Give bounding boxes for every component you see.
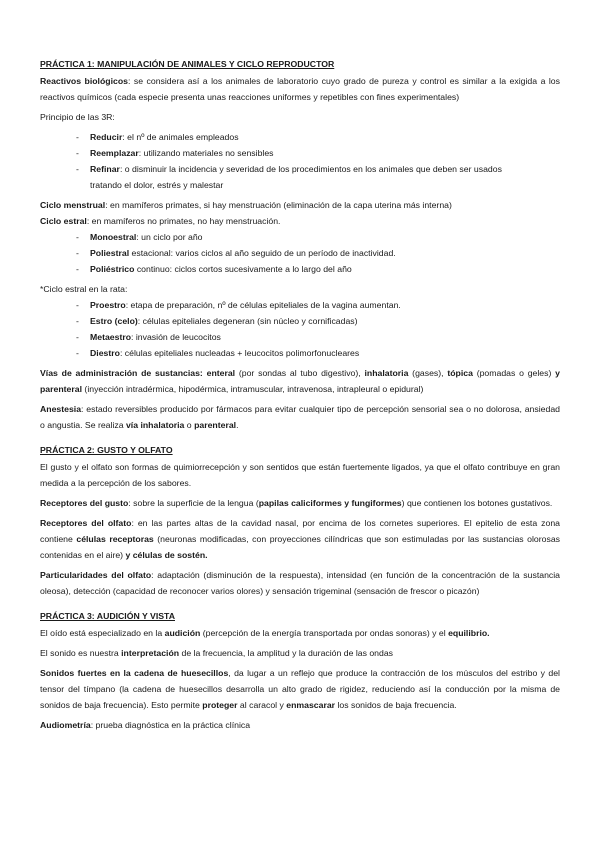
text-receptores-gusto-2: ) que contienen los botones gustativos. xyxy=(401,498,553,508)
term-topica: tópica xyxy=(447,368,473,378)
list-item-poliestrico xyxy=(76,261,560,277)
term-enmascarar: enmascarar xyxy=(286,700,336,710)
term-anestesia-parenteral: parenteral xyxy=(194,420,237,430)
text-estro: : células epiteliales degeneran (sin núcleo y cornificadas) xyxy=(137,316,358,326)
list-fases-rata xyxy=(40,297,560,361)
text-vias-4: (inyección intradérmica, hipodérmica, intramuscular, intravenosa, intrapleural o epidural) xyxy=(82,384,424,394)
text-oido-2: (percepción de la energía transportada por ondas sonoras) y el xyxy=(200,628,449,638)
text-refinar-cont: tratando el dolor, estrés y malestar xyxy=(90,180,224,190)
text-sonidos-fuertes-2: al caracol y xyxy=(237,700,287,710)
text-oido: El oído está especializado en la xyxy=(40,628,165,638)
term-ciclo-estral: Ciclo estral xyxy=(40,216,87,226)
term-inhalatoria: inhalatoria xyxy=(364,368,409,378)
text-receptores-olfato-2: (neuronas modificadas, con proyecciones cilíndricas que son estimuladas por las sustancias olorosas contenidas en el aire) xyxy=(40,534,560,560)
term-anestesia: Anestesia xyxy=(40,404,82,414)
text-receptores-olfato: : en las partes altas de la cavidad nasal, por encima de los cornetes superiores. El epitelio de esta zona contiene xyxy=(40,518,560,544)
term-reactivos: Reactivos biológicos xyxy=(40,76,128,86)
term-celulas-receptoras: células receptoras xyxy=(76,534,154,544)
text-vias-2: (gases), xyxy=(408,368,448,378)
text-audiometria: : prueba diagnóstica en la práctica clínica xyxy=(90,720,251,730)
term-audicion: audición xyxy=(164,628,201,638)
paragraph-receptores-olfato xyxy=(40,515,560,563)
term-monoestral: Monoestral xyxy=(90,232,137,242)
paragraph-particularidades-olfato xyxy=(40,567,560,599)
text-sonidos-fuertes: , da lugar a un reflejo que produce la contracción de los músculos del estribo y del tensor del tímpano (la cadena de huesecillos desarrolla un alto grado de rigidez, reduciendo así la conducción por la misma de sonidos de baja frecuencia). Esto permite xyxy=(40,668,560,710)
list-ciclos xyxy=(40,229,560,277)
text-diestro: : células epiteliales nucleadas + leucocitos polimorfonucleares xyxy=(119,348,360,358)
list-item-metaestro xyxy=(76,329,560,345)
text-particularidades: : adaptación (disminución de la respuesta), intensidad (en función de la concentración de la sustancia oleosa), detección (capacidad de reconocer varios olores) y sensación trigeminal (sensación de frescor o picazón) xyxy=(40,570,560,596)
paragraph-ciclo-estral xyxy=(40,213,560,229)
term-enteral: enteral xyxy=(206,368,236,378)
paragraph-oido xyxy=(40,625,560,641)
text-reducir: : el nº de animales empleados xyxy=(122,132,239,142)
text-sonido-2: de la frecuencia, la amplitud y la duración de las ondas xyxy=(179,648,394,658)
paragraph-sonido xyxy=(40,645,560,661)
section-title-practica-1: PRÁCTICA 1: MANIPULACIÓN DE ANIMALES Y CICLO REPRODUCTOR xyxy=(40,59,335,69)
text-reactivos: : se considera así a los animales de laboratorio cuyo grado de pureza y control es similar a la exigida a los reactivos químicos (cada especie presenta unas reacciones uniformes y repetibles con fines experimentales) xyxy=(40,76,560,102)
text-metaestro: : invasión de leucocitos xyxy=(131,332,221,342)
term-poliestrico: Poliéstrico xyxy=(90,264,135,274)
term-refinar: Refinar xyxy=(90,164,120,174)
text-refinar: : o disminuir la incidencia y severidad de los procedimientos en los animales que deben ser usados xyxy=(119,164,502,174)
paragraph-principio: Principio de las 3R: xyxy=(40,112,115,122)
term-parenteral: y parenteral xyxy=(40,368,560,394)
list-item-monoestral xyxy=(76,229,560,245)
list-item-estro xyxy=(76,313,560,329)
paragraph-anestesia xyxy=(40,401,560,433)
paragraph-reactivos xyxy=(40,73,560,105)
term-via-inhalatoria: vía inhalatoria xyxy=(125,420,185,430)
list-item-reducir xyxy=(76,129,560,145)
text-anestesia-2: o xyxy=(184,420,195,430)
section-title-practica-3: PRÁCTICA 3: AUDICIÓN Y VISTA xyxy=(40,611,175,621)
text-vias-3: (pomadas o geles) xyxy=(472,368,556,378)
text-sonido: El sonido es nuestra xyxy=(40,648,122,658)
term-sonidos-fuertes: Sonidos fuertes en la cadena de huesecillos xyxy=(40,668,229,678)
term-papilas: papilas caliciformes y fungiformes xyxy=(258,498,402,508)
paragraph-vias xyxy=(40,365,560,397)
text-receptores-gusto: : sobre la superficie de la lengua ( xyxy=(128,498,259,508)
term-poliestral: Poliestral xyxy=(90,248,130,258)
term-vias: Vías de administración de sustancias: xyxy=(40,368,203,378)
list-item-poliestral xyxy=(76,245,560,261)
text-anestesia: : estado reversibles producido por fármacos para evitar cualquier tipo de percepción sensorial sea o no dolorosa, ansiedad o angustia. Se realiza xyxy=(40,404,560,430)
list-item-diestro xyxy=(76,345,560,361)
term-particularidades: Particularidades del olfato xyxy=(40,570,152,580)
paragraph-gusto-olfato-intro: El gusto y el olfato son formas de quimiorrecepción y son sentidos que están fuertemente ligados, ya que el olfato contribuye en gran medida a la percepción de los sabores. xyxy=(40,462,560,488)
section-title-practica-2: PRÁCTICA 2: GUSTO Y OLFATO xyxy=(40,445,173,455)
text-ciclo-menstrual: : en mamíferos primates, si hay menstruación (eliminación de la capa uterina más interna) xyxy=(105,200,452,210)
text-vias-1: (por sondas al tubo digestivo), xyxy=(235,368,365,378)
term-proteger: proteger xyxy=(202,700,238,710)
term-audiometria: Audiometría xyxy=(40,720,91,730)
term-diestro: Diestro xyxy=(90,348,120,358)
term-reducir: Reducir xyxy=(90,132,123,142)
term-interpretacion: interpretación xyxy=(121,648,180,658)
text-proestro: : etapa de preparación, nº de células epiteliales de la vagina aumentan. xyxy=(125,300,401,310)
term-estro: Estro (celo) xyxy=(90,316,138,326)
paragraph-sonidos-fuertes xyxy=(40,665,560,713)
list-item-proestro xyxy=(76,297,560,313)
term-equilibrio: equilibrio. xyxy=(448,628,490,638)
term-ciclo-menstrual: Ciclo menstrual xyxy=(40,200,106,210)
list-3r xyxy=(40,129,560,193)
paragraph-audiometria xyxy=(40,717,560,733)
text-anestesia-3: . xyxy=(236,420,239,430)
term-receptores-gusto: Receptores del gusto xyxy=(40,498,129,508)
term-metaestro: Metaestro xyxy=(90,332,132,342)
text-monoestral: : un ciclo por año xyxy=(136,232,203,242)
term-proestro: Proestro xyxy=(90,300,126,310)
list-item-reemplazar xyxy=(76,145,560,161)
term-celulas-sosten: y células de sostén. xyxy=(125,550,208,560)
text-ciclo-estral: : en mamíferos no primates, no hay menstruación. xyxy=(86,216,281,226)
text-poliestrico: continuo: ciclos cortos sucesivamente a lo largo del año xyxy=(134,264,352,274)
paragraph-receptores-gusto xyxy=(40,495,560,511)
term-receptores-olfato: Receptores del olfato xyxy=(40,518,132,528)
text-poliestral: estacional: varios ciclos al año seguido de un período de inactividad. xyxy=(129,248,396,258)
paragraph-ciclo-menstrual xyxy=(40,197,560,213)
text-reemplazar: : utilizando materiales no sensibles xyxy=(138,148,274,158)
paragraph-ciclo-rata: *Ciclo estral en la rata: xyxy=(40,284,128,294)
term-reemplazar: Reemplazar xyxy=(90,148,139,158)
text-sonidos-fuertes-3: los sonidos de baja frecuencia. xyxy=(335,700,457,710)
list-item-refinar xyxy=(76,161,560,193)
